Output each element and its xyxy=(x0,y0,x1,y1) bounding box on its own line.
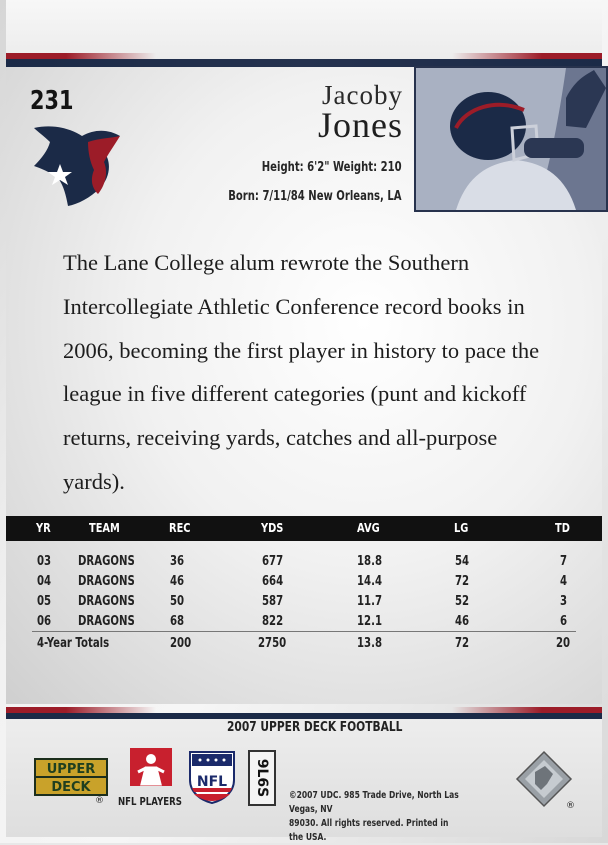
stats-cell: 68 xyxy=(170,614,185,629)
stats-cell: 46 xyxy=(455,614,470,629)
hologram-icon xyxy=(515,750,573,808)
copyright-line: 89030. All rights reserved. Printed in the USA. xyxy=(289,818,449,843)
player-last-name: Jones xyxy=(318,105,403,145)
nfl-shield-icon xyxy=(188,748,236,804)
stats-cell: 06 xyxy=(37,614,52,629)
stats-header-cell: REC xyxy=(169,521,191,535)
stats-cell: 822 xyxy=(262,614,284,629)
stats-cell: DRAGONS xyxy=(78,574,135,589)
stats-totals-row xyxy=(0,636,608,655)
stats-cell: 4 xyxy=(560,574,568,589)
copyright-notice xyxy=(289,789,464,845)
stats-cell: 03 xyxy=(37,554,52,569)
stats-cell: 664 xyxy=(262,574,284,589)
set-title: 2007 UPPER DECK FOOTBALL xyxy=(227,720,403,735)
card-code-box xyxy=(248,750,276,806)
stats-header-cell: YR xyxy=(36,521,51,535)
stats-row xyxy=(0,554,608,573)
stats-header-cell: TD xyxy=(555,521,570,535)
player-bio: The Lane College alum rewrote the Southern Intercollegiate Athletic Conference record books in 2006, becoming the first player in history to pace the league in five different categories (punt and kickoff returns, receiving yards, catches and all-purpose yards). xyxy=(63,250,540,494)
stats-cell: 11.7 xyxy=(357,594,383,609)
stats-cell: 52 xyxy=(455,594,470,609)
stats-cell: 4-Year Totals xyxy=(37,636,110,651)
stats-cell: 18.8 xyxy=(357,554,383,569)
stats-cell: 587 xyxy=(262,594,284,609)
ud-logo-bottom-text: DECK xyxy=(51,780,91,795)
stats-cell: 72 xyxy=(455,636,470,651)
player-height-weight: Height: 6'2" Weight: 210 xyxy=(262,160,402,175)
nfl-players-logo-icon xyxy=(130,748,172,786)
top-strip xyxy=(6,0,602,60)
stats-header-cell: LG xyxy=(454,521,469,535)
player-first-name: Jacoby xyxy=(322,80,403,110)
stats-cell: 2750 xyxy=(258,636,287,651)
stats-cell: 7 xyxy=(560,554,568,569)
stats-cell: DRAGONS xyxy=(78,614,135,629)
stats-header-cell: AVG xyxy=(357,521,380,535)
stats-cell: 36 xyxy=(170,554,185,569)
totals-divider xyxy=(32,631,576,632)
stats-cell: 6 xyxy=(560,614,568,629)
stats-cell: 12.1 xyxy=(357,614,383,629)
copyright-line: ©2007 UDC. 985 Trade Drive, North Las Vegas, NV xyxy=(289,790,459,815)
registered-mark: ® xyxy=(95,796,104,806)
stats-cell: 20 xyxy=(556,636,571,651)
stats-cell: 50 xyxy=(170,594,185,609)
player-birth-info: Born: 7/11/84 New Orleans, LA xyxy=(228,189,402,204)
stats-cell: 13.8 xyxy=(357,636,383,651)
card-number: 231 xyxy=(30,86,74,116)
upper-deck-logo-icon xyxy=(34,758,108,796)
stats-row xyxy=(0,594,608,613)
player-photo-illustration xyxy=(416,68,606,210)
stats-cell: 677 xyxy=(262,554,284,569)
stats-row xyxy=(0,574,608,593)
stats-header-cell: TEAM xyxy=(89,521,120,535)
texans-logo-icon xyxy=(30,122,122,208)
card-code: 9L6S xyxy=(254,758,270,798)
nfl-players-label: NFL PLAYERS xyxy=(118,795,182,808)
registered-mark: ® xyxy=(566,801,575,811)
stats-cell: DRAGONS xyxy=(78,554,135,569)
stats-header-cell: YDS xyxy=(261,521,284,535)
stats-cell: 72 xyxy=(455,574,470,589)
stats-cell: 14.4 xyxy=(357,574,383,589)
stats-cell: 54 xyxy=(455,554,470,569)
stats-cell: DRAGONS xyxy=(78,594,135,609)
nfl-shield-text: NFL xyxy=(196,774,228,790)
player-photo xyxy=(414,66,608,212)
stats-cell: 04 xyxy=(37,574,52,589)
stats-cell: 46 xyxy=(170,574,185,589)
stats-cell: 3 xyxy=(560,594,568,609)
stats-table-header xyxy=(6,516,602,541)
stats-cell: 200 xyxy=(170,636,192,651)
ud-logo-top-text: UPPER xyxy=(46,762,96,777)
stats-cell: 05 xyxy=(37,594,52,609)
